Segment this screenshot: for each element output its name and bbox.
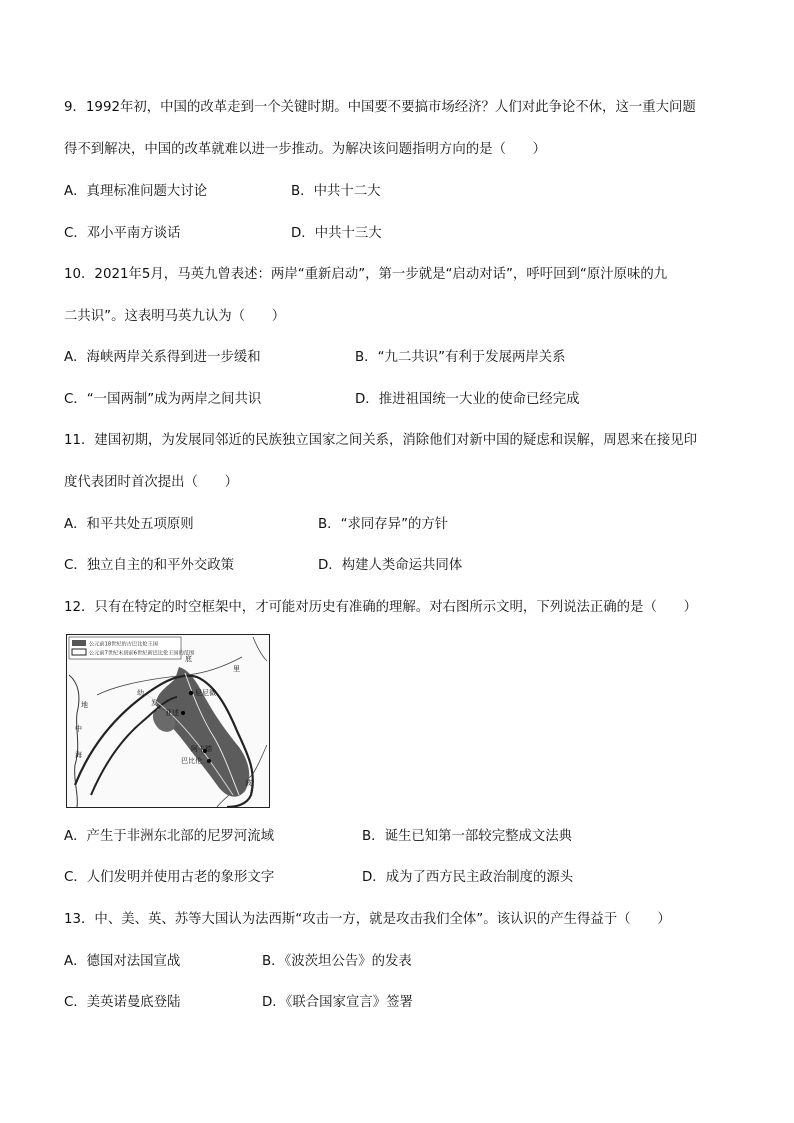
label-fa: 发 xyxy=(151,699,158,707)
label-di: 地 xyxy=(81,701,88,709)
label-nineveh: 尼尼微 xyxy=(195,689,216,697)
q11-option-a: A．和平共处五项原则 xyxy=(64,517,194,532)
nineveh-marker xyxy=(189,691,193,695)
q12-option-c: C．人们发明并使用古老的象形文字 xyxy=(64,870,275,885)
q10-stem-line2: 二共识”。这表明马英九认为（ ） xyxy=(64,309,286,324)
q12-option-a: A．产生于非洲东北部的尼罗河流域 xyxy=(64,829,275,844)
assur-marker xyxy=(181,711,185,715)
q9-option-b: B．中共十二大 xyxy=(291,184,381,199)
babylon-marker xyxy=(207,759,211,763)
q10-option-d: D．推进祖国统一大业的使命已经完成 xyxy=(355,392,580,407)
label-assur: 亚述 xyxy=(165,709,179,717)
label-di2: 底 xyxy=(185,655,192,663)
q12-option-d: D．成为了西方民主政治制度的源头 xyxy=(362,870,574,885)
q9-option-a: A．真理标准问题大讨论 xyxy=(64,184,208,199)
q11-option-b: B．“求同存异”的方针 xyxy=(318,517,449,532)
label-bo: 波 xyxy=(245,779,252,787)
q9-option-c: C．邓小平南方谈话 xyxy=(64,226,181,241)
q9-stem-line1: 9．1992年初，中国的改革走到一个关键时期。中国要不要搞市场经济？人们对此争论不休，这一重大问题 xyxy=(64,100,696,115)
q9-stem-line2: 得不到解决，中国的改革就难以进一步推动。为解决该问题指明方向的是（ ） xyxy=(64,142,547,157)
old-babylon-region xyxy=(156,667,249,797)
q9-option-d: D．中共十三大 xyxy=(291,226,382,241)
mediterranean-coastline xyxy=(69,675,79,807)
q10-option-b: B．“九二共识”有利于发展两岸关系 xyxy=(355,350,566,365)
q10-option-a: A．海峡两岸关系得到进一步缓和 xyxy=(64,350,261,365)
q11-option-c: C．独立自主的和平外交政策 xyxy=(64,558,235,573)
q13-option-a: A．德国对法国宣战 xyxy=(64,954,181,969)
label-babylon: 巴比伦 xyxy=(181,757,202,765)
q13-option-c: C．美英诺曼底登陆 xyxy=(64,995,181,1010)
q10-stem-line1: 10．2021年5月，马英九曾表述：两岸“重新启动”，第一步就是“启动对话”，呼吁回到“原汁原味的九 xyxy=(64,267,668,282)
caspian-coastline xyxy=(253,637,267,661)
q13-option-b: B．《波茨坦公告》的发表 xyxy=(262,954,412,969)
q11-option-d: D．构建人类命运共同体 xyxy=(318,558,463,573)
q11-stem-line1: 11．建国初期，为发展同邻近的民族独立国家之间关系，消除他们对新中国的疑虑和误解，周恩来在接见印 xyxy=(64,433,698,448)
legend-swatch-new-babylon xyxy=(72,649,86,655)
label-akkad: 阿卡德 xyxy=(191,745,212,753)
q13-stem-line1: 13．中、美、英、苏等大国认为法西斯“攻击一方，就是攻击我们全体”。该认识的产生得益于（ ） xyxy=(64,912,671,927)
q11-stem-line2: 度代表团时首次提出（ ） xyxy=(64,475,239,490)
legend-text-old-babylon: 公元前18世纪的古巴比伦王国 xyxy=(89,641,158,648)
label-li: 里 xyxy=(233,665,240,673)
mesopotamia-map xyxy=(66,634,270,808)
label-zhong: 中 xyxy=(75,725,82,733)
legend-swatch-old-babylon xyxy=(72,640,86,646)
q12-stem-line1: 12．只有在特定的时空框架中，才可能对历史有准确的理解。对右图所示文明，下列说法正确的是（ ） xyxy=(64,600,698,615)
q10-option-c: C．“一国两制”成为两岸之间共识 xyxy=(64,392,262,407)
label-you: 幼 xyxy=(137,689,144,697)
label-hai: 海 xyxy=(75,751,82,759)
legend-text-new-babylon: 公元前7世纪末到前6世纪新巴比伦王国的范围 xyxy=(89,650,195,657)
q13-option-d: D．《联合国家宣言》签署 xyxy=(262,995,413,1010)
q12-option-b: B．诞生已知第一部较完整成文法典 xyxy=(362,829,573,844)
map-svg xyxy=(67,635,269,807)
